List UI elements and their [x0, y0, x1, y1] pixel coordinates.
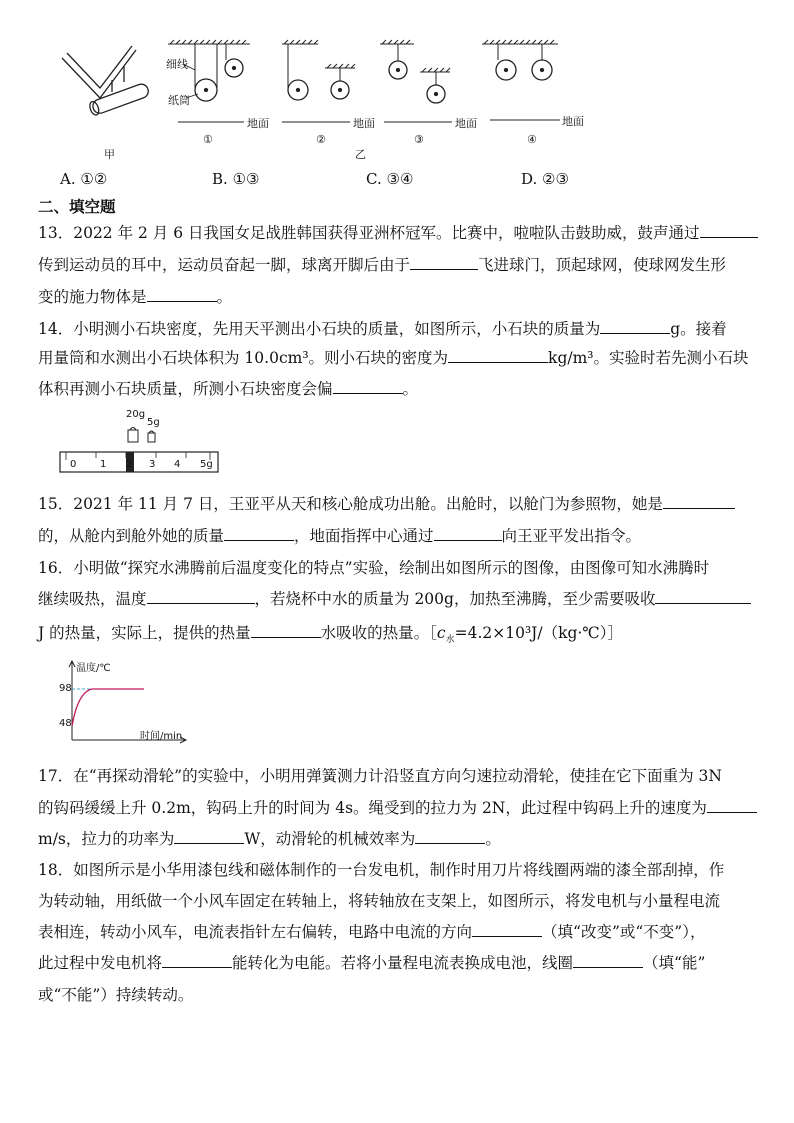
q16-specific-heat-symbol: c — [436, 624, 446, 642]
q14-line3 — [38, 377, 418, 399]
q14-line2 — [38, 346, 749, 368]
q14-blank-1[interactable] — [600, 319, 670, 334]
q18-text-3b: （填“改变”或“不变”）， — [542, 923, 706, 941]
option-b-letter: B. — [212, 170, 228, 188]
q16-specific-heat-subscript: 水 — [445, 635, 455, 646]
scale-tick-4: 4 — [174, 459, 181, 470]
q13-text-2b: 飞进球门，顶起球网，使球网发生形 — [478, 256, 727, 274]
q14-text-2b: kg/m³。实验时若先测小石块 — [548, 349, 749, 367]
option-a[interactable] — [60, 170, 107, 188]
q14-text-1a: 14．小明测小石块密度，先用天平测出小石块的质量，如图所示，小石块的质量为 — [38, 320, 601, 338]
q17-line2 — [38, 796, 757, 818]
label-xixian: 细线 — [166, 58, 188, 71]
figure-jia-drawing — [62, 46, 150, 116]
option-c-letter: C. — [366, 170, 382, 188]
option-d-letter: D. — [521, 170, 538, 188]
q15-blank-3[interactable] — [434, 526, 502, 541]
q17-blank-3[interactable] — [415, 829, 485, 844]
option-c[interactable] — [366, 170, 413, 188]
q14-text-2a: 用量筒和水测出小石块体积为 10.0cm³。则小石块的密度为 — [38, 349, 449, 367]
q17-text-3b: W，动滑轮的机械效率为 — [244, 830, 416, 848]
section-title: 二、填空题 — [38, 198, 116, 216]
temperature-curve — [72, 689, 144, 726]
scale-tick-5: 5g — [200, 459, 213, 470]
q18-line2 — [38, 889, 720, 911]
option-b-text: ①③ — [232, 170, 260, 188]
q18-text-4a: 此过程中发电机将 — [38, 954, 163, 972]
q13-text-3a: 变的施力物体是 — [38, 288, 147, 306]
q14-blank-2[interactable] — [448, 348, 548, 363]
q18-text-2: 为转动轴，用纸做一个小风车固定在转轴上，将转轴放在支架上，如图所示，将发电机与小量程电流 — [38, 892, 721, 910]
q18-line4 — [38, 951, 705, 973]
q16-line2 — [38, 587, 751, 609]
graph-y-axis-label: 温度/℃ — [76, 663, 111, 674]
q13-blank-2[interactable] — [410, 255, 478, 270]
ground-label-2: 地面 — [353, 117, 375, 130]
q18-text-3a: 表相连，转动小风车，电流表指针左右偏转，电路中电流的方向 — [38, 923, 473, 941]
q15-text-2c: 向王亚平发出指令。 — [501, 527, 642, 545]
scale-tick-0: 0 — [70, 459, 77, 470]
q17-text-3c: 。 — [485, 830, 501, 848]
q13-line3 — [38, 285, 232, 307]
graph-x-axis-label: 时间/min — [140, 731, 183, 742]
q18-text-1: 18．如图所示是小华用漆包线和磁体制作的一台发电机，制作时用刀片将线圈两端的漆全部刮掉，作 — [38, 861, 725, 879]
ground-label-1: 地面 — [247, 117, 269, 130]
caption-jia: 甲 — [104, 148, 115, 161]
q15-text-2b: ，地面指挥中心通过 — [294, 527, 434, 545]
option-b[interactable] — [212, 170, 259, 188]
q14-text-1b: g。接着 — [670, 320, 727, 338]
q14-text-3a: 体积再测小石块质量，所测小石块密度会偏 — [38, 380, 333, 398]
q15-blank-1[interactable] — [663, 494, 735, 509]
q15-text-1a: 15．2021 年 11 月 7 日，王亚平从天和核心舱成功出舱。出舱时，以舱门为参照物，她是 — [38, 495, 663, 513]
circle-label-1: ① — [203, 133, 213, 146]
q18-text-5: 或“不能”）持续转动。 — [38, 986, 194, 1004]
q15-text-2a: 的，从舱内到舱外她的质量 — [38, 527, 225, 545]
option-d-text: ②③ — [542, 170, 569, 188]
scale-tick-1: 1 — [100, 459, 107, 470]
option-a-text: ①② — [80, 170, 108, 188]
q18-text-4b: 能转化为电能。若将小量程电流表换成电池，线圈 — [232, 954, 574, 972]
q16-text-2b: ，若烧杯中水的质量为 200g，加热至沸腾，至少需要吸收 — [254, 590, 656, 608]
q16-blank-3[interactable] — [251, 623, 321, 638]
q14-line1 — [38, 317, 727, 339]
q17-line3 — [38, 827, 501, 849]
q17-blank-1[interactable] — [707, 798, 757, 813]
q16-text-2a: 继续吸热，温度 — [38, 590, 147, 608]
option-d[interactable] — [521, 170, 569, 188]
q13-blank-3[interactable] — [147, 287, 217, 302]
circle-label-3: ③ — [414, 133, 424, 146]
scale-tick-3: 3 — [149, 459, 156, 470]
pulley-figure — [0, 30, 794, 165]
q15-line1 — [38, 492, 735, 514]
ground-label-3: 地面 — [455, 117, 477, 130]
q14-text-3b: 。 — [402, 380, 419, 398]
strings — [195, 44, 542, 90]
q18-line5 — [38, 983, 193, 1005]
q13-text-3b: 。 — [216, 288, 233, 306]
ground-label-4: 地面 — [562, 115, 584, 128]
q13-text-1: 13．2022 年 2 月 6 日我国女足战胜韩国获得亚洲杯冠军。比赛中，啦啦队击鼓助威，鼓声通过 — [38, 224, 700, 242]
q17-text-1: 17．在“再探动滑轮”的实验中，小明用弹簧测力计沿竖直方向匀速拉动滑轮，使挂在它下面重为 3N — [38, 767, 722, 785]
q16-blank-1[interactable] — [147, 589, 255, 604]
circle-label-4: ④ — [527, 133, 537, 146]
q18-line1 — [38, 858, 724, 880]
graph-y-tick-98: 98 — [59, 683, 72, 694]
q13-line2 — [38, 253, 726, 275]
caption-yi: 乙 — [355, 148, 366, 161]
q14-blank-3[interactable] — [333, 379, 403, 394]
option-a-letter: A. — [60, 170, 76, 188]
weight-5g-label: 5g — [147, 417, 160, 428]
q15-line2 — [38, 524, 641, 546]
q18-line3 — [38, 920, 705, 942]
q16-text-3a: J 的热量，实际上，提供的热量 — [38, 624, 251, 642]
q16-text-3e: =4.2×10³J/（kg·℃）］ — [454, 624, 623, 642]
q18-blank-1[interactable] — [472, 922, 542, 937]
label-zhitong: 纸筒 — [168, 94, 190, 107]
q16-text-1: 16．小明做“探究水沸腾前后温度变化的特点”实验，绘制出如图所示的图像，由图像可知水沸腾时 — [38, 559, 710, 577]
circle-label-2: ② — [316, 133, 326, 146]
graph-y-tick-48: 48 — [59, 718, 72, 729]
q16-line1 — [38, 556, 709, 578]
weight-20g-label: 20g — [126, 409, 146, 420]
q17-line1 — [38, 764, 722, 786]
q13-blank-1[interactable] — [700, 223, 758, 238]
q16-line3 — [38, 621, 623, 645]
scale-tick-2: 2 — [126, 459, 133, 470]
q18-blank-3[interactable] — [573, 953, 643, 968]
q17-text-2a: 的钩码缓缓上升 0.2m，钩码上升的时间为 4s。绳受到的拉力为 2N，此过程中钩码上升的速度为 — [38, 799, 707, 817]
q16-blank-2[interactable] — [655, 589, 751, 604]
q18-text-4c: （填“能” — [643, 954, 706, 972]
q17-blank-2[interactable] — [174, 829, 244, 844]
q13-line1 — [38, 221, 758, 243]
q16-text-3b: 水吸收的热量。［ — [320, 624, 437, 642]
option-c-text: ③④ — [386, 170, 414, 188]
q18-blank-2[interactable] — [162, 953, 232, 968]
pulleys — [195, 59, 552, 103]
q15-blank-2[interactable] — [224, 526, 294, 541]
q13-text-2a: 传到运动员的耳中，运动员奋起一脚，球离开脚后由于 — [38, 256, 411, 274]
q17-text-3a: m/s，拉力的功率为 — [38, 830, 175, 848]
